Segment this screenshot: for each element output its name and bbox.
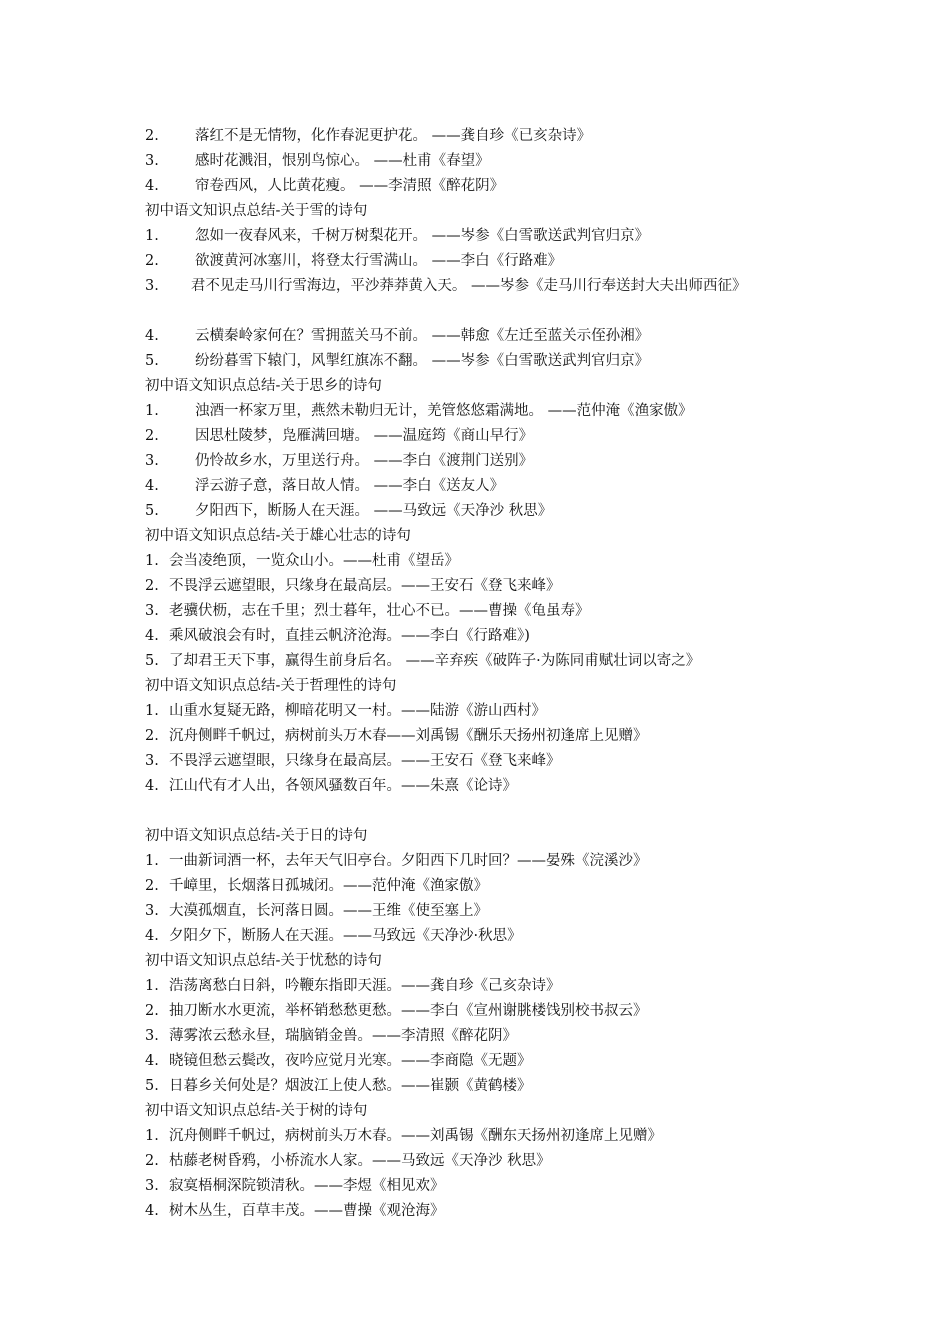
list-item (145, 999, 825, 1024)
list-item (145, 1199, 825, 1224)
section-heading: 初中语文知识点总结-关于树的诗句 (145, 1103, 368, 1119)
section-heading: 初中语文知识点总结-关于哲理性的诗句 (145, 678, 397, 694)
poem-line: 浮云游子意，落日故人情。 ——李白《送友人》 (195, 478, 505, 494)
list-number: 1. (145, 228, 159, 244)
list-number: 4. (145, 1053, 159, 1069)
list-number: 5. (145, 503, 159, 519)
section-heading: 初中语文知识点总结-关于思乡的诗句 (145, 378, 382, 394)
list-item (145, 749, 825, 774)
list-number: 2. (145, 253, 159, 269)
poem-line: 枯藤老树昏鸦，小桥流水人家。——马致远《天净沙 秋思》 (169, 1153, 551, 1169)
poem-line: 云横秦岭家何在？雪拥蓝关马不前。 ——韩愈《左迁至蓝关示侄孙湘》 (195, 328, 650, 344)
list-item (145, 1049, 825, 1074)
list-item (145, 549, 825, 574)
list-number: 2. (145, 728, 159, 744)
list-number: 2. (145, 1153, 159, 1169)
poem-line: 乘风破浪会有时，直挂云帆济沧海。——李白《行路难》) (169, 628, 530, 644)
poem-line: 江山代有才人出，各领风骚数百年。——朱熹《论诗》 (169, 778, 517, 794)
document-page (145, 124, 825, 1224)
list-number: 1. (145, 1128, 159, 1144)
list-number: 3. (145, 753, 159, 769)
list-number: 4. (145, 928, 159, 944)
list-item (145, 149, 825, 174)
poem-line: 不畏浮云遮望眼，只缘身在最高层。——王安石《登飞来峰》 (169, 578, 561, 594)
poem-line: 寂寞梧桐深院锁清秋。——李煜《相见欢》 (169, 1178, 445, 1194)
blank-line (145, 799, 825, 824)
list-item (145, 399, 825, 424)
list-number: 3. (145, 1178, 159, 1194)
list-number: 3. (145, 453, 159, 469)
poem-line: 浩荡离愁白日斜，吟鞭东指即天涯。——龚自珍《己亥杂诗》 (169, 978, 561, 994)
list-number: 4. (145, 178, 159, 194)
poem-line: 抽刀断水水更流，举杯销愁愁更愁。——李白《宣州谢朓楼饯别校书叔云》 (169, 1003, 648, 1019)
poem-line: 不畏浮云遮望眼，只缘身在最高层。——王安石《登飞来峰》 (169, 753, 561, 769)
poem-line: 日暮乡关何处是？烟波江上使人愁。——崔颢《黄鹤楼》 (169, 1078, 532, 1094)
list-number: 2. (145, 1003, 159, 1019)
list-number: 4. (145, 478, 159, 494)
list-number: 1. (145, 553, 159, 569)
list-item (145, 624, 825, 649)
poem-line: 老骥伏枥，志在千里；烈士暮年，壮心不已。——曹操《龟虽寿》 (169, 603, 590, 619)
list-number: 5. (145, 1078, 159, 1094)
list-item (145, 974, 825, 999)
list-item (145, 349, 825, 374)
list-item (145, 1124, 825, 1149)
section-heading: 初中语文知识点总结-关于忧愁的诗句 (145, 953, 382, 969)
poem-line: 沉舟侧畔千帆过，病树前头万木春。——刘禹锡《酬东天扬州初逢席上见赠》 (169, 1128, 662, 1144)
poem-line: 了却君王天下事，赢得生前身后名。 ——辛弃疾《破阵子·为陈同甫赋壮词以寄之》 (169, 653, 701, 669)
section-heading: 初中语文知识点总结-关于日的诗句 (145, 828, 368, 844)
list-number: 1. (145, 403, 159, 419)
list-item (145, 1174, 825, 1199)
poem-line: 一曲新词酒一杯，去年天气旧亭台。夕阳西下几时回？——晏殊《浣溪沙》 (169, 853, 648, 869)
poem-line: 晓镜但愁云鬓改，夜吟应觉月光寒。——李商隐《无题》 (169, 1053, 532, 1069)
list-number: 5. (145, 353, 159, 369)
list-number: 3. (145, 603, 159, 619)
section-heading: 初中语文知识点总结-关于雄心壮志的诗句 (145, 528, 411, 544)
list-number: 3. (145, 278, 159, 294)
poem-line: 夕阳西下，断肠人在天涯。 ——马致远《天净沙 秋思》 (195, 503, 553, 519)
list-item (145, 574, 825, 599)
list-item (145, 499, 825, 524)
list-item (145, 924, 825, 949)
list-item (145, 274, 825, 324)
poem-line: 感时花溅泪，恨别鸟惊心。 ——杜甫《春望》 (195, 153, 490, 169)
list-item (145, 1024, 825, 1049)
list-number: 3. (145, 903, 159, 919)
list-number: 2. (145, 428, 159, 444)
poem-line: 纷纷暮雪下辕门，风掣红旗冻不翻。 ——岑参《白雪歌送武判官归京》 (195, 353, 650, 369)
list-item (145, 1074, 825, 1099)
poem-line: 千嶂里，长烟落日孤城闭。——范仲淹《渔家傲》 (169, 878, 488, 894)
list-number: 1. (145, 703, 159, 719)
poem-line: 会当凌绝顶，一览众山小。——杜甫《望岳》 (169, 553, 459, 569)
poem-line: 夕阳夕下，断肠人在天涯。——马致远《天净沙·秋思》 (169, 928, 522, 944)
poem-line: 浊酒一杯家万里，燕然未勒归无计，羌管悠悠霜满地。 ——范仲淹《渔家傲》 (195, 403, 693, 419)
poem-line: 落红不是无情物，化作春泥更护花。 ——龚自珍《已亥杂诗》 (195, 128, 592, 144)
list-item (145, 699, 825, 724)
list-item (145, 1149, 825, 1174)
list-number: 5. (145, 653, 159, 669)
list-number: 3. (145, 1028, 159, 1044)
list-item (145, 449, 825, 474)
list-item (145, 174, 825, 199)
list-item (145, 649, 825, 674)
list-number: 4. (145, 1203, 159, 1219)
list-item (145, 899, 825, 924)
list-number: 4. (145, 778, 159, 794)
poem-line: 君不见走马川行雪海边，平沙莽莽黄入天。 ——岑参《走马川行奉送封大夫出师西征》 (190, 278, 747, 294)
list-item (145, 224, 825, 249)
list-item (145, 324, 825, 349)
poem-line: 大漠孤烟直，长河落日圆。——王维《使至塞上》 (169, 903, 488, 919)
list-number: 2. (145, 578, 159, 594)
poem-line: 因思杜陵梦，凫雁满回塘。 ——温庭筠《商山早行》 (195, 428, 534, 444)
list-number: 3. (145, 153, 159, 169)
poem-line: 沉舟侧畔千帆过，病树前头万木春——刘禹锡《酬乐天扬州初逢席上见赠》 (169, 728, 648, 744)
poem-line: 帘卷西风，人比黄花瘦。 ——李清照《醉花阴》 (195, 178, 505, 194)
poem-line: 薄雾浓云愁永昼，瑞脑销金兽。——李清照《醉花阴》 (169, 1028, 517, 1044)
section-heading: 初中语文知识点总结-关于雪的诗句 (145, 203, 368, 219)
list-item (145, 774, 825, 799)
list-number: 4. (145, 628, 159, 644)
poem-line: 欲渡黄河冰塞川，将登太行雪满山。 ——李白《行路难》 (195, 253, 563, 269)
list-number: 2. (145, 128, 159, 144)
list-number: 4. (145, 328, 159, 344)
list-number: 1. (145, 978, 159, 994)
list-item (145, 424, 825, 449)
list-item (145, 599, 825, 624)
list-item (145, 124, 825, 149)
list-number: 2. (145, 878, 159, 894)
poem-line: 忽如一夜春风来，千树万树梨花开。 ——岑参《白雪歌送武判官归京》 (195, 228, 650, 244)
list-item (145, 849, 825, 874)
poem-line: 树木丛生，百草丰茂。——曹操《观沧海》 (169, 1203, 445, 1219)
poem-line: 山重水复疑无路，柳暗花明又一村。——陆游《游山西村》 (169, 703, 546, 719)
list-number: 1. (145, 853, 159, 869)
list-item (145, 874, 825, 899)
list-item (145, 724, 825, 749)
list-item (145, 249, 825, 274)
poem-line: 仍怜故乡水，万里送行舟。 ——李白《渡荆门送别》 (195, 453, 534, 469)
list-item (145, 474, 825, 499)
